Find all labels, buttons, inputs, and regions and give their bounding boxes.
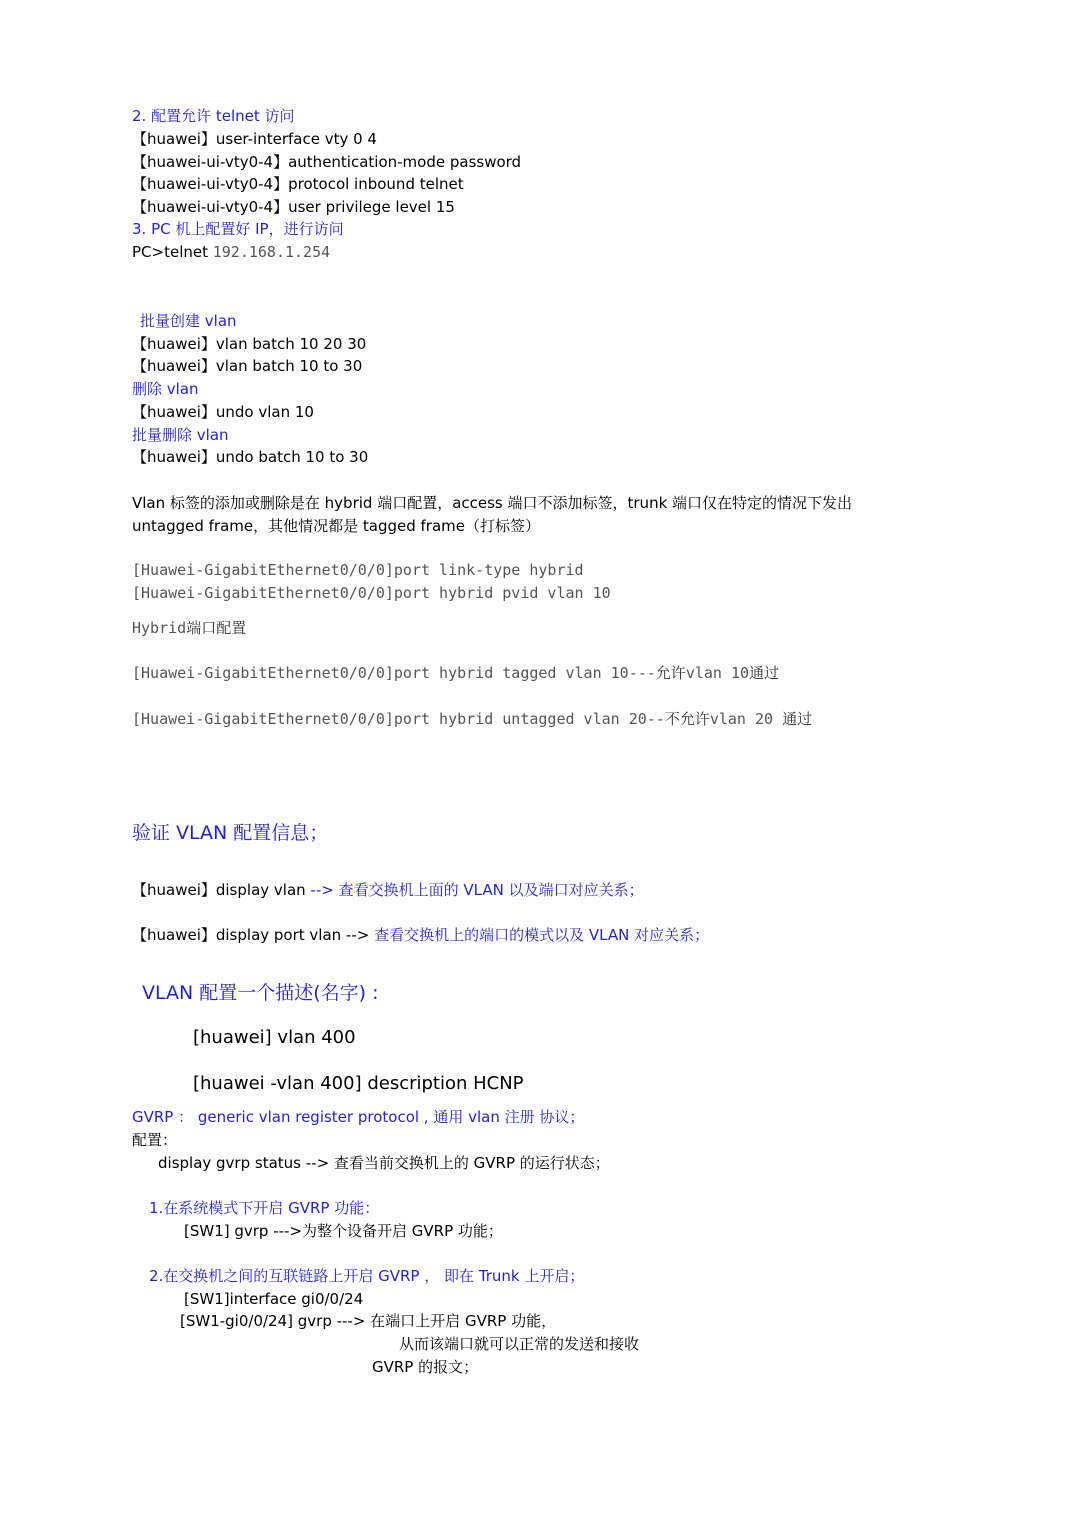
tag-note-line-2: untagged frame，其他情况都是 tagged frame（打标签）: [132, 517, 541, 535]
verify-line-1-desc: --> 查看交换机上面的 VLAN 以及端口对应关系；: [310, 881, 644, 899]
hybrid-cmd-4: [132, 709, 812, 729]
gvrp-step2-line-4: GVRP 的报文；: [372, 1358, 479, 1376]
telnet-line-1: 【huawei】user-interface vty 0 4: [132, 130, 377, 148]
verify-line-1: [132, 880, 644, 900]
hybrid-label-cn: 端口配置: [186, 619, 247, 637]
gvrp-config-label: 配置：: [132, 1131, 178, 1149]
hybrid-cmd-4-text: [Huawei-GigabitEthernet0/0/0]port hybrid untagged vlan 20--: [132, 710, 665, 728]
hybrid-cmd-3: [132, 663, 779, 683]
verify-heading: 验证 VLAN 配置信息；: [132, 822, 329, 844]
telnet-line-3: 【huawei-ui-vty0-4】protocol inbound telnet: [132, 175, 464, 193]
pc-telnet-ip: 192.168.1.254: [212, 243, 331, 261]
describe-line-2: [huawei -vlan 400] description HCNP: [193, 1073, 524, 1094]
hybrid-cmd-4-vlan: vlan 20: [709, 710, 783, 728]
vlan-delete-heading: 删除 vlan: [132, 380, 199, 398]
vlan-batch-create-heading: 批量创建 vlan: [140, 312, 237, 330]
describe-line-1: [huawei] vlan 400: [193, 1027, 356, 1048]
hybrid-cmd-3-pass: 通过: [749, 664, 780, 682]
hybrid-cmd-1: [Huawei-GigabitEthernet0/0/0]port link-type hybrid: [132, 561, 584, 579]
gvrp-step1-heading: 1.在系统模式下开启 GVRP 功能：: [149, 1199, 380, 1217]
vlan-delete-line: 【huawei】undo vlan 10: [132, 403, 314, 421]
pc-telnet-prefix: PC>telnet: [132, 243, 213, 261]
gvrp-intro: GVRP ： generic vlan register protocol , 通用 vlan 注册 协议；: [132, 1108, 585, 1126]
verify-line-2-cmd: 【huawei】display port vlan -->: [132, 926, 375, 944]
gvrp-step2-line-1: [SW1]interface gi0/0/24: [184, 1290, 364, 1308]
hybrid-cmd-2: [Huawei-GigabitEthernet0/0/0]port hybrid pvid vlan 10: [132, 584, 611, 602]
vlan-batch-delete-line: 【huawei】undo batch 10 to 30: [132, 448, 369, 466]
gvrp-step2-line-3: 从而该端口就可以正常的发送和接收: [399, 1335, 640, 1353]
vlan-batch-delete-heading: 批量删除 vlan: [132, 426, 229, 444]
verify-line-2-desc: 查看交换机上的端口的模式以及 VLAN 对应关系；: [374, 926, 710, 944]
gvrp-step2-line-2: [SW1-gi0/0/24] gvrp ---> 在端口上开启 GVRP 功能，: [180, 1312, 557, 1330]
pc-heading: 3. PC 机上配置好 IP，进行访问: [132, 220, 344, 238]
pc-telnet-command: [132, 242, 330, 262]
telnet-heading: 2. 配置允许 telnet 访问: [132, 107, 295, 125]
hybrid-cmd-4-pass: 通过: [782, 710, 813, 728]
verify-line-2: [132, 925, 709, 945]
tag-note-line-1: Vlan 标签的添加或删除是在 hybrid 端口配置，access 端口不添加标签，trunk 端口仅在特定的情况下发出: [132, 494, 853, 512]
gvrp-step2-heading: 2.在交换机之间的互联链路上开启 GVRP ， 即在 Trunk 上开启；: [149, 1267, 585, 1285]
gvrp-step1-line: [SW1] gvrp --->为整个设备开启 GVRP 功能；: [184, 1222, 503, 1240]
hybrid-label: [132, 618, 246, 638]
hybrid-cmd-3-text: [Huawei-GigabitEthernet0/0/0]port hybrid tagged vlan 10---: [132, 664, 656, 682]
verify-line-1-cmd: 【huawei】display vlan: [132, 881, 311, 899]
telnet-line-4: 【huawei-ui-vty0-4】user privilege level 15: [132, 198, 455, 216]
gvrp-status-line: display gvrp status --> 查看当前交换机上的 GVRP 的运行状态；: [158, 1154, 610, 1172]
describe-heading: VLAN 配置一个描述(名字) :: [142, 982, 379, 1004]
vlan-batch-create-line-1: 【huawei】vlan batch 10 20 30: [132, 335, 367, 353]
hybrid-cmd-3-vlan: vlan 10: [685, 664, 750, 682]
telnet-line-2: 【huawei-ui-vty0-4】authentication-mode password: [132, 153, 522, 171]
vlan-batch-create-line-2: 【huawei】vlan batch 10 to 30: [132, 357, 363, 375]
hybrid-cmd-4-deny: 不允许: [664, 710, 710, 728]
hybrid-cmd-3-allow: 允许: [655, 664, 686, 682]
hybrid-label-mono: Hybrid: [132, 619, 187, 637]
